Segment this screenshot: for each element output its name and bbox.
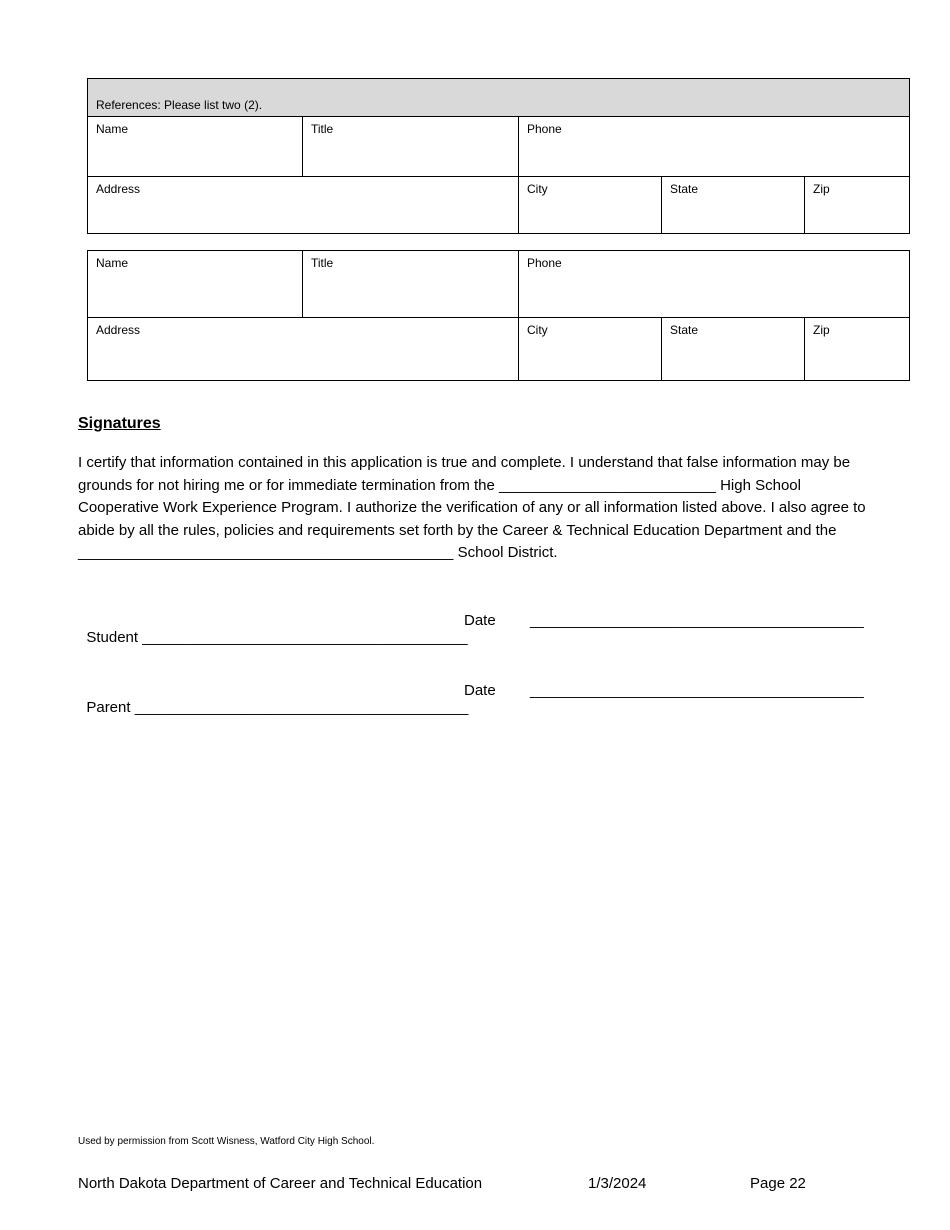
state-label: State [670, 323, 699, 337]
student-signature-line[interactable] [78, 612, 864, 680]
reference-2-city-field[interactable] [519, 318, 662, 381]
footer-page-number: Page 22 [750, 1175, 806, 1192]
reference-2-name-field[interactable] [88, 251, 303, 318]
name-label: Name [96, 122, 129, 136]
reference-1-phone-field[interactable] [519, 117, 910, 177]
student-signature-label: Student _______________________________________ [86, 629, 468, 646]
parent-signature-label: Parent ________________________________________ [86, 699, 469, 716]
title-label: Title [311, 256, 334, 270]
phone-label: Phone [527, 256, 562, 270]
reference-table-1 [87, 78, 910, 234]
reference-1-state-field[interactable] [662, 177, 805, 234]
permission-note: Used by permission from Scott Wisness, Watford City High School. [78, 1136, 375, 1147]
certification-paragraph: I certify that information contained in this application is true and complete. I understand that false information may be grounds for not hiring me or for immediate termination from the __________________________ High School Cooperative Work Experience Program. I authorize the verification of any or all information listed above. I also agree to abide by all the rules, policies and requirements set forth by the Career & Technical Education Department and the _____________________________________________ School District. [78, 454, 866, 561]
reference-1-city-field[interactable] [519, 177, 662, 234]
zip-label: Zip [813, 182, 830, 196]
references-header: References: Please list two (2). [88, 79, 910, 117]
reference-2-phone-field[interactable] [519, 251, 910, 318]
parent-date-field[interactable]: ________________________________________ [530, 682, 864, 699]
reference-2-zip-field[interactable] [805, 318, 910, 381]
footer-date: 1/3/2024 [588, 1175, 647, 1192]
footer-organization: North Dakota Department of Career and Technical Education [78, 1175, 483, 1192]
reference-1-address-field[interactable] [88, 177, 519, 234]
signatures-heading: Signatures [78, 415, 161, 432]
zip-label: Zip [813, 323, 830, 337]
parent-date-label: Date [464, 682, 496, 699]
reference-2-title-field[interactable] [303, 251, 519, 318]
state-label: State [670, 182, 699, 196]
reference-1-name-field[interactable] [88, 117, 303, 177]
city-label: City [527, 323, 548, 337]
parent-signature-line[interactable] [78, 682, 864, 750]
city-label: City [527, 182, 548, 196]
title-label: Title [311, 122, 334, 136]
reference-2-address-field[interactable] [88, 318, 519, 381]
reference-1-title-field[interactable] [303, 117, 519, 177]
reference-2-state-field[interactable] [662, 318, 805, 381]
name-label: Name [96, 256, 129, 270]
student-date-field[interactable]: ________________________________________ [530, 612, 864, 629]
student-date-label: Date [464, 612, 496, 629]
reference-1-zip-field[interactable] [805, 177, 910, 234]
phone-label: Phone [527, 122, 562, 136]
address-label: Address [96, 182, 141, 196]
reference-table-2 [87, 250, 910, 381]
address-label: Address [96, 323, 141, 337]
